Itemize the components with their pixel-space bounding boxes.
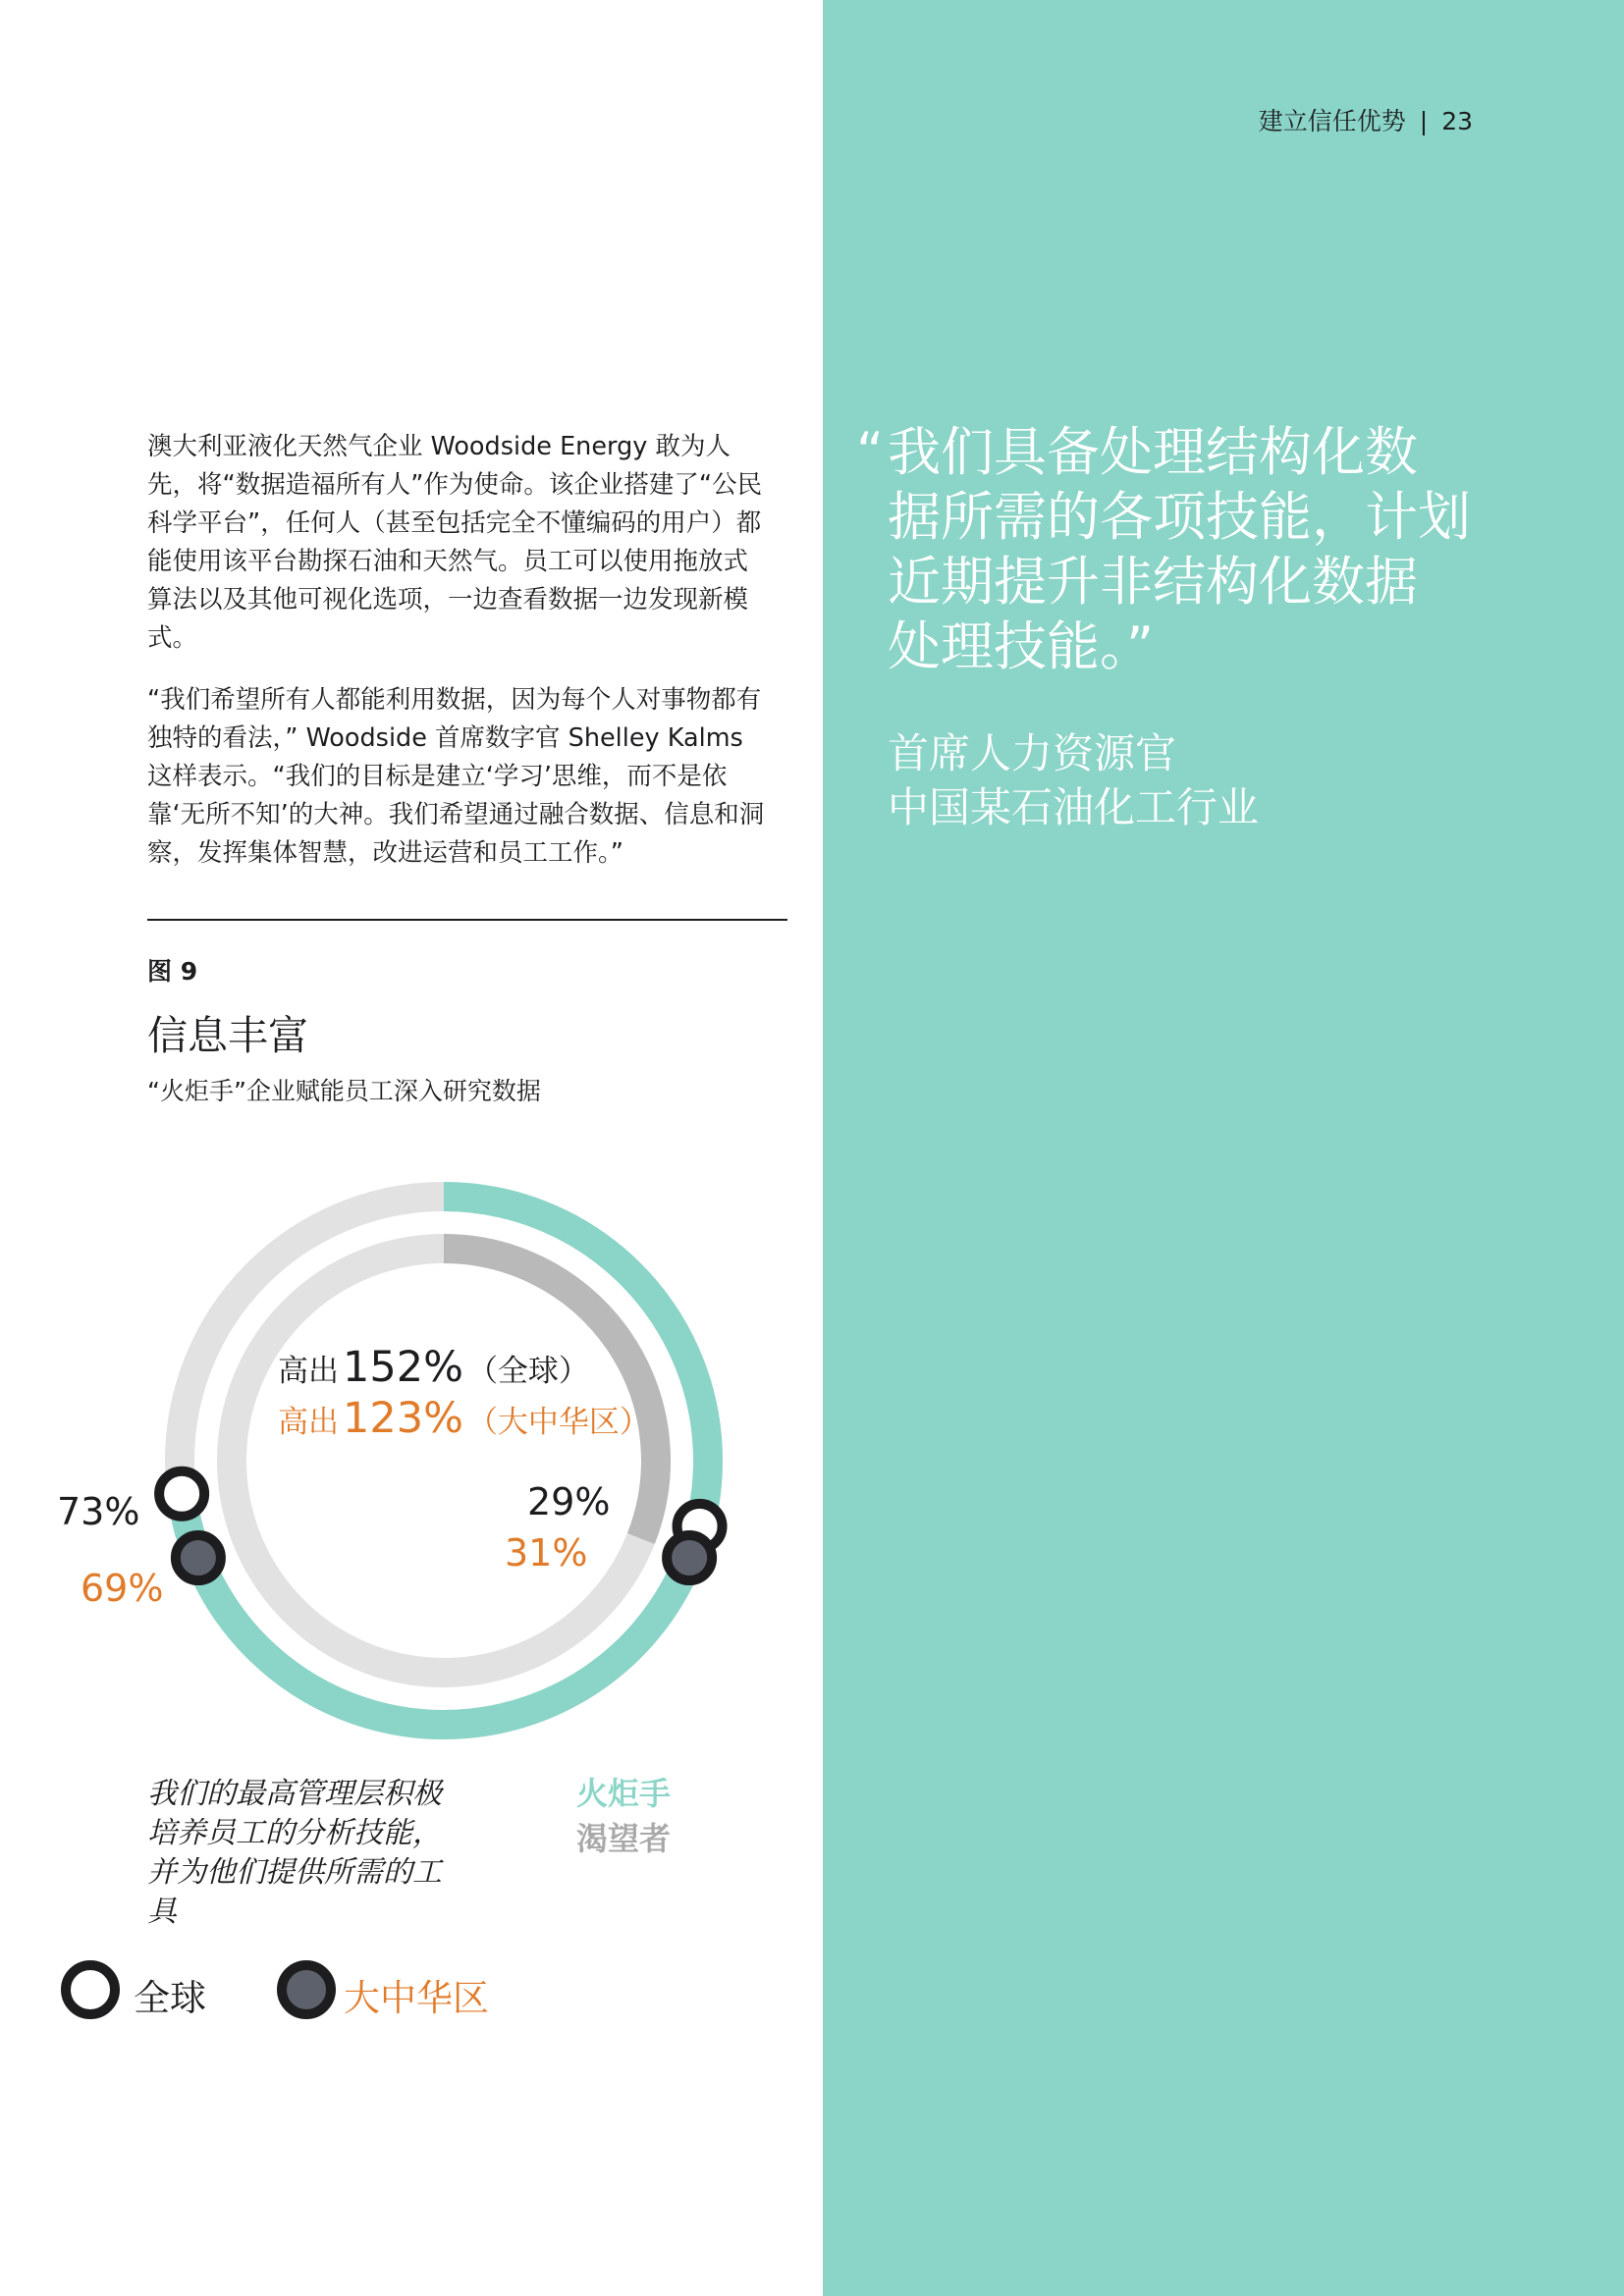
greater-china-marker-icon xyxy=(275,1958,338,2021)
legend-label-global: 全球 xyxy=(134,1977,206,2019)
body-paragraph-1: 澳大利亚液化天然气企业 Woodside Energy 敢为人先，将“数据造福所有人”作为使命。该企业搭建了“公民科学平台”，任何人（甚至包括完全不懂编码的用户）都能使用该平台勘探石油和天然气。员工可以使用拖放式算法以及其他可视化选项，一边查看数据一边发现新模式。 xyxy=(147,432,763,653)
divider xyxy=(147,919,787,921)
center-annotation-greater-china xyxy=(278,1394,650,1443)
legend-aspirants: 渴望者 xyxy=(576,1820,672,1857)
figure-number: 图 9 xyxy=(147,957,198,986)
attribution-industry: 中国某石油化工行业 xyxy=(888,783,1260,831)
series-legend xyxy=(576,1771,671,1861)
marker-torch-global xyxy=(159,1471,204,1517)
figure-subtitle: “火炬手”企业赋能员工深入研究数据 xyxy=(147,1077,541,1105)
legend-torchbearers: 火炬手 xyxy=(576,1775,672,1812)
marker-aspirant-greater-china xyxy=(667,1535,712,1580)
center-gc-prefix: 高出 xyxy=(278,1405,339,1440)
page-number: 23 xyxy=(1441,107,1473,135)
section-title: 建立信任优势 xyxy=(1258,107,1406,135)
data-label-torch-global: 73% xyxy=(57,1490,140,1533)
center-gc-value: 123% xyxy=(343,1394,463,1443)
quote-line-4: 处理技能。” xyxy=(888,615,1154,677)
quote-line-1: 我们具备处理结构化数 xyxy=(888,421,1418,483)
page-header xyxy=(1259,102,1473,137)
figure-caption: 我们的最高管理层积极培养员工的分析技能，并为他们提供所需的工具 xyxy=(147,1777,442,1929)
quote-attribution xyxy=(888,726,1259,834)
data-label-torch-greater-china: 69% xyxy=(81,1567,164,1610)
quote-line-3: 近期提升非结构化数据 xyxy=(888,551,1418,613)
quote-open-mark: “ xyxy=(856,421,884,483)
legend-label-greater-china: 大中华区 xyxy=(344,1977,489,2019)
attribution-role: 首席人力资源官 xyxy=(888,729,1177,777)
header-separator: | xyxy=(1419,107,1429,135)
donut-chart xyxy=(0,1139,823,1787)
pull-quote xyxy=(856,420,1543,679)
data-label-aspirant-greater-china: 31% xyxy=(505,1531,588,1575)
center-global-value: 152% xyxy=(343,1343,463,1392)
body-paragraph-2: “我们希望所有人都能利用数据，因为每个人对事物都有独特的看法，” Woodside 首席数字官 Shelley Kalms 这样表示。“我们的目标是建立‘学习’思维，而不是依靠‘无所不知’的大神。我们希望通过融合数据、信息和洞察，发挥集体智慧，改进运营和员工工作。” xyxy=(147,685,765,868)
marker-torch-greater-china xyxy=(176,1535,221,1580)
center-annotation-global xyxy=(278,1343,589,1392)
data-label-aspirant-global: 29% xyxy=(527,1480,611,1523)
quote-panel xyxy=(823,0,1624,2296)
center-global-suffix: （全球） xyxy=(466,1354,589,1389)
quote-text xyxy=(888,420,1543,679)
center-gc-suffix: （大中华区） xyxy=(466,1405,650,1440)
figure-title: 信息丰富 xyxy=(147,1012,308,1059)
quote-line-2: 据所需的各项技能，计划 xyxy=(888,486,1471,548)
center-global-prefix: 高出 xyxy=(278,1354,339,1389)
global-marker-icon xyxy=(59,1958,122,2021)
